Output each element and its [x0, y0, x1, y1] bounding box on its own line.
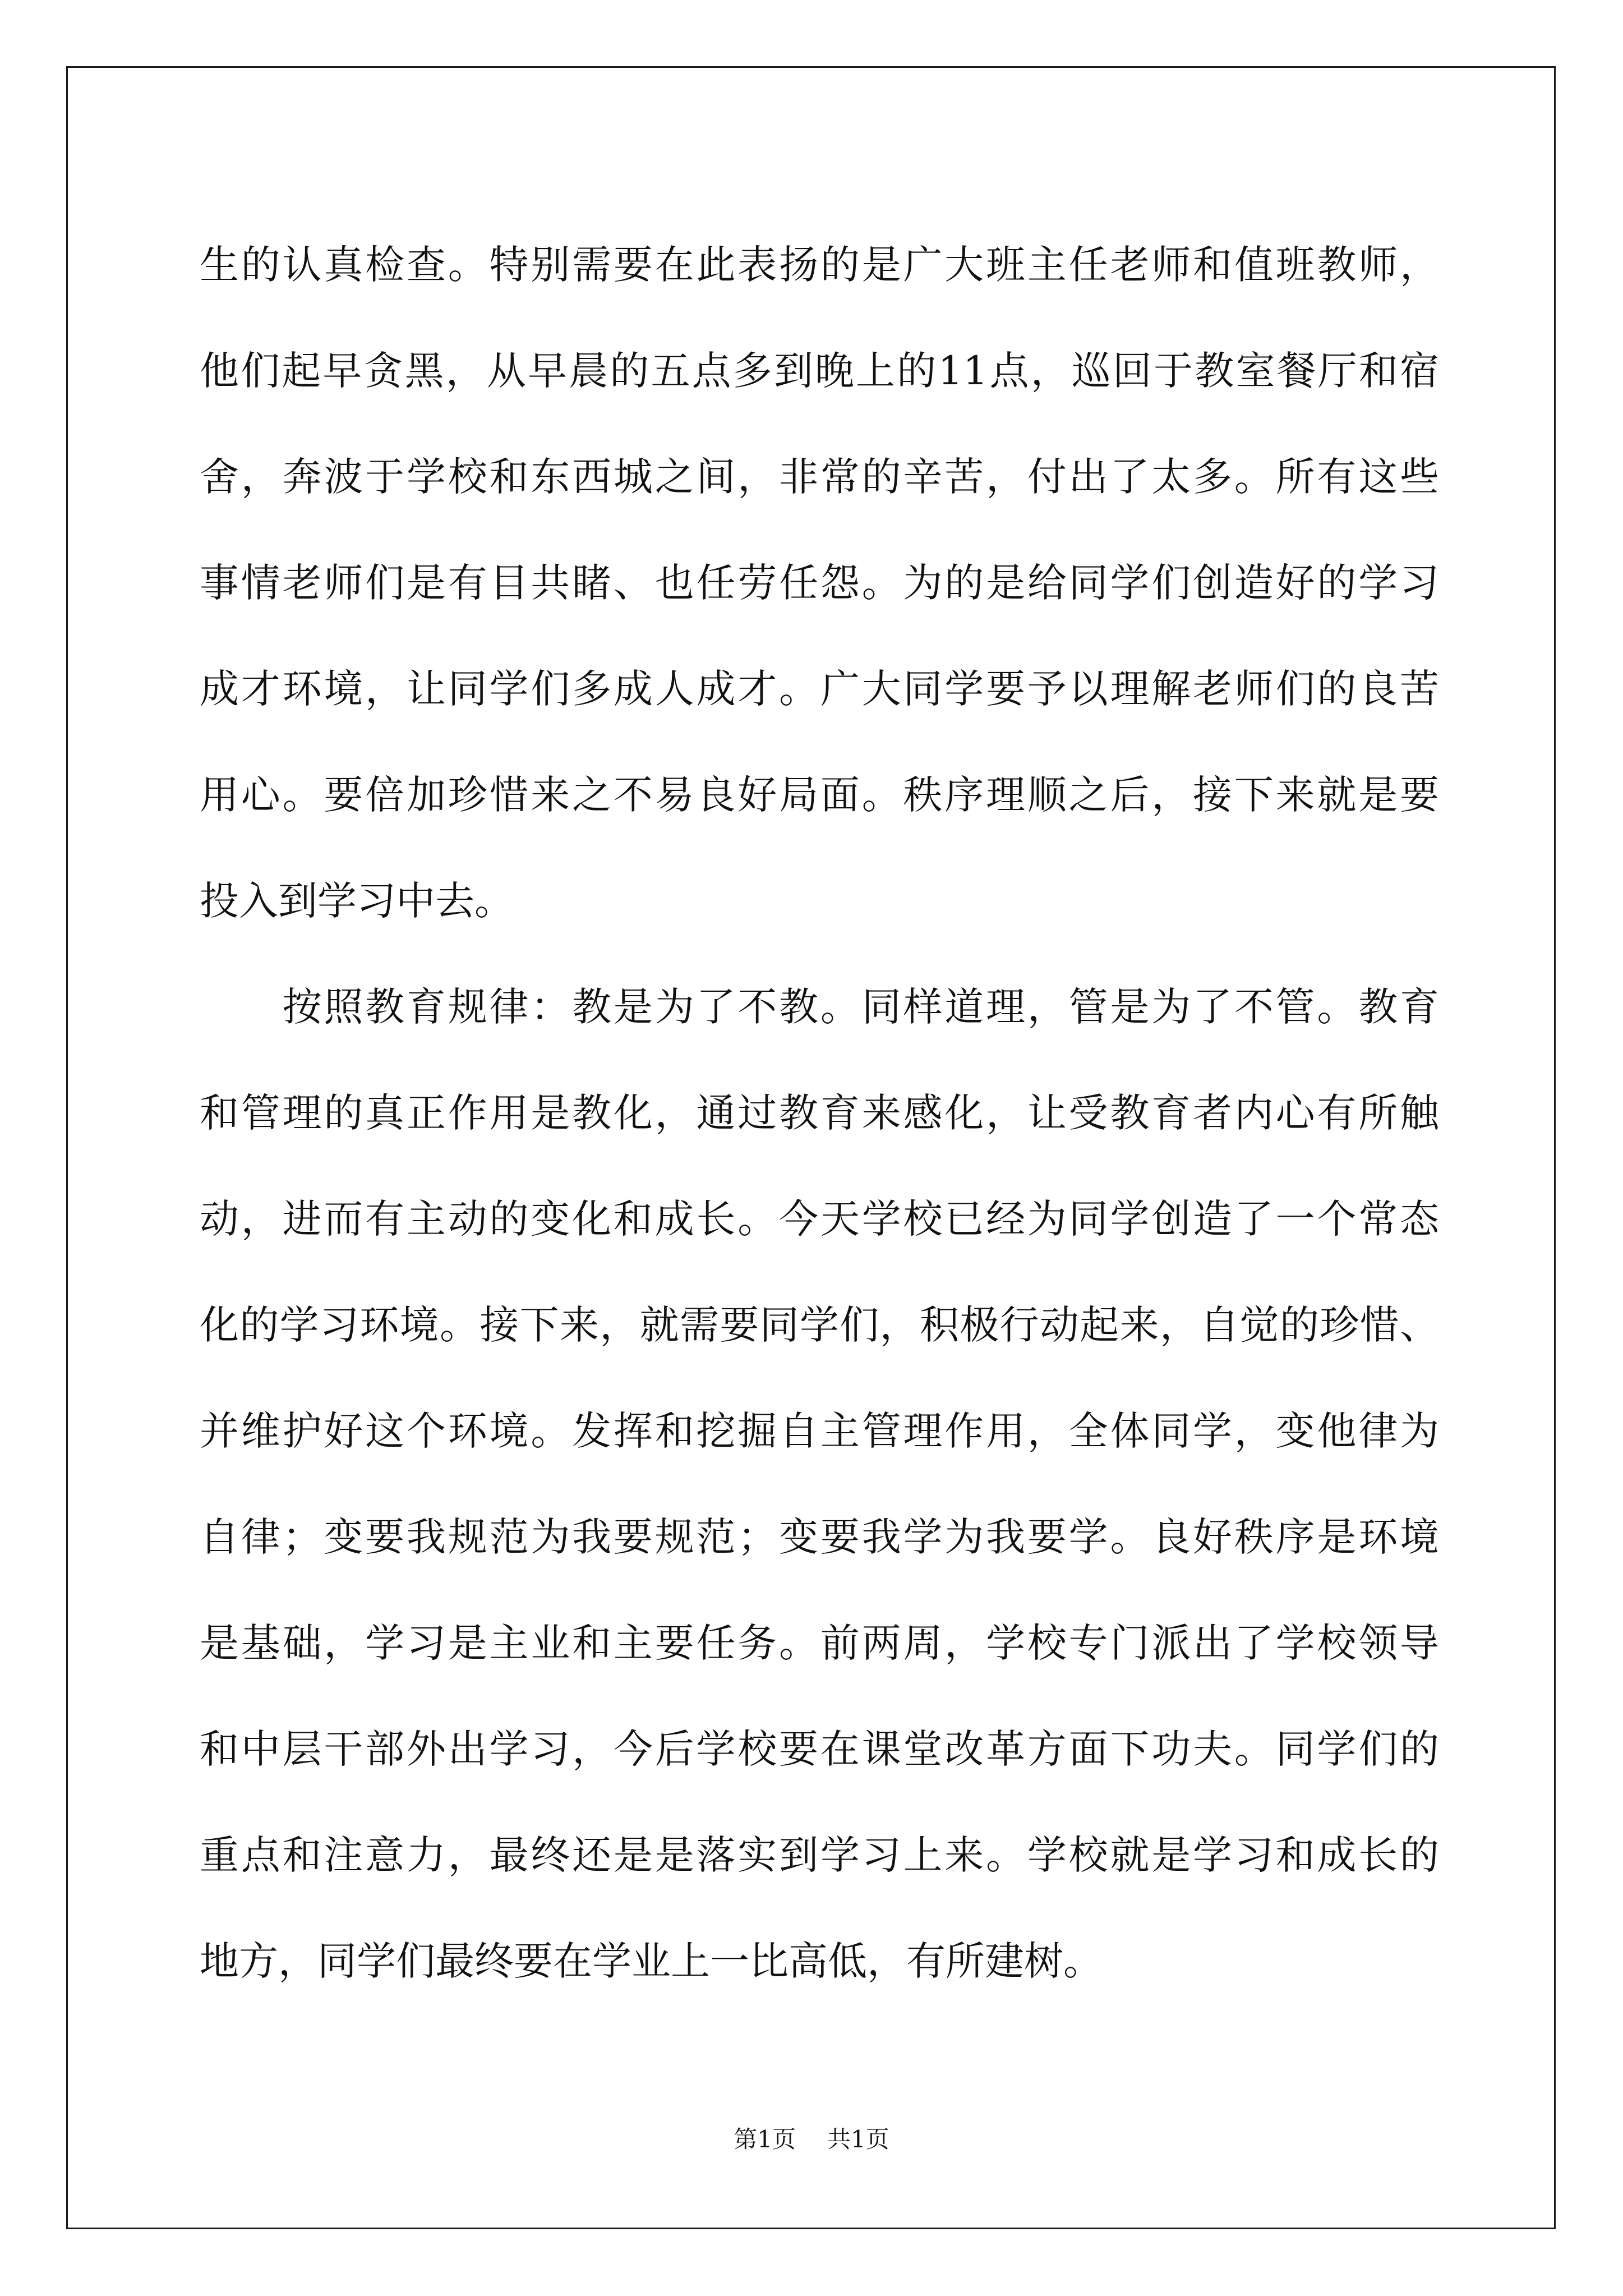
- text-line: 他们起早贪黑，从早晨的五点多到晚上的11点，巡回于教室餐厅和宿: [200, 348, 1439, 394]
- page-total: 共1页: [827, 2125, 889, 2153]
- text-line: 生的认真检查。特别需要在此表扬的是广大班主任老师和值班教师，: [200, 242, 1439, 288]
- text-line: 舍，奔波于学校和东西城之间，非常的辛苦，付出了太多。所有这些: [200, 454, 1439, 500]
- text-line: 重点和注意力，最终还是是落实到学习上来。学校就是学习和成长的: [200, 1832, 1439, 1878]
- text-line: 化的学习环境。接下来，就需要同学们，积极行动起来，自觉的珍惜、: [200, 1302, 1439, 1348]
- text-line: 事情老师们是有目共睹、也任劳任怨。为的是给同学们创造好的学习: [200, 560, 1439, 606]
- text-line: 地方，同学们最终要在学业上一比高低，有所建树。: [200, 1938, 1103, 1984]
- page-footer: [0, 2124, 1623, 2155]
- text-line: 是基础，学习是主业和主要任务。前两周，学校专门派出了学校领导: [200, 1620, 1439, 1666]
- text-line: 和中层干部外出学习，今后学校要在课堂改革方面下功夫。同学们的: [200, 1726, 1439, 1772]
- body-text: [200, 212, 1439, 2014]
- text-line: 和管理的真正作用是教化，通过教育来感化，让受教育者内心有所触: [200, 1090, 1439, 1136]
- text-line: 动，进而有主动的变化和成长。今天学校已经为同学创造了一个常态: [200, 1196, 1439, 1242]
- text-line: 成才环境，让同学们多成人成才。广大同学要予以理解老师们的良苦: [200, 666, 1439, 712]
- text-line: 按照教育规律：教是为了不教。同样道理，管是为了不管。教育: [200, 984, 1439, 1030]
- text-line: 用心。要倍加珍惜来之不易良好局面。秩序理顺之后，接下来就是要: [200, 772, 1439, 818]
- text-line: 并维护好这个环境。发挥和挖掘自主管理作用，全体同学，变他律为: [200, 1408, 1439, 1454]
- text-line: 自律；变要我规范为我要规范；变要我学为我要学。良好秩序是环境: [200, 1514, 1439, 1560]
- text-line: 投入到学习中去。: [200, 878, 514, 924]
- page-number: 第1页: [734, 2125, 796, 2153]
